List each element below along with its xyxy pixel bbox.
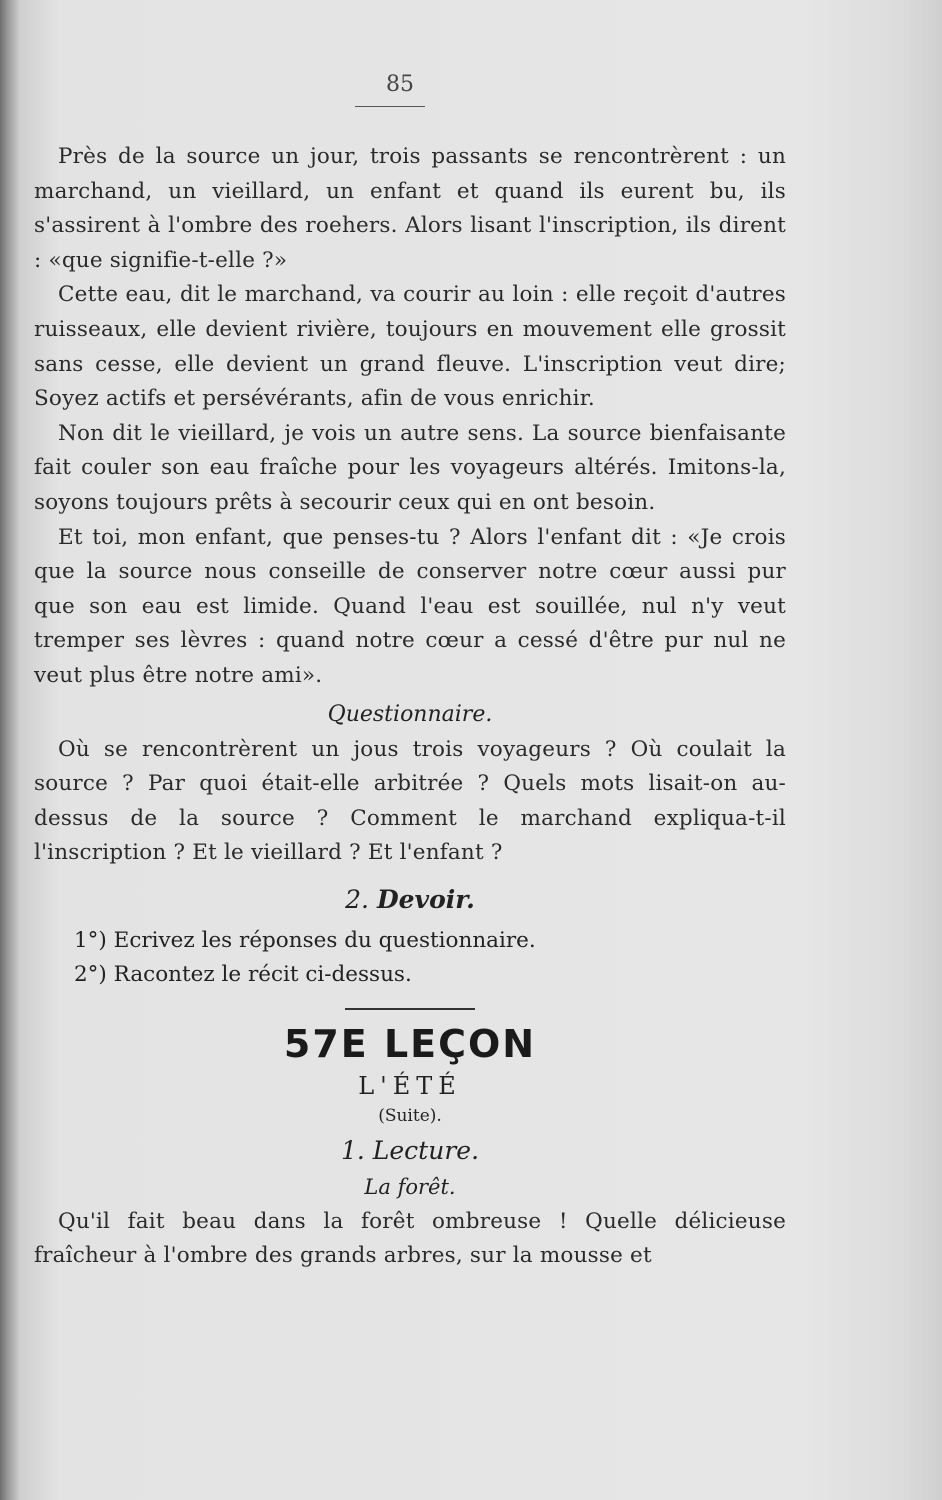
page-number-rule bbox=[355, 106, 425, 107]
lecture-heading bbox=[34, 1136, 786, 1165]
story-paragraph-4: Et toi, mon enfant, que penses-tu ? Alors l'enfant dit : «Je crois que la source nous conseille de conserver notre cœur aussi pur que son eau est limide. Quand l'eau est souillée, nul n'y veut tremper ses lèvres : quand notre cœur a cessé d'être pur nul ne veut plus être notre ami». bbox=[34, 524, 786, 688]
devoir-title: Devoir. bbox=[376, 884, 475, 914]
story-block bbox=[34, 140, 786, 1274]
lesson-suite: (Suite). bbox=[378, 1105, 442, 1126]
section-divider bbox=[345, 1008, 475, 1010]
lecture-title: Lecture. bbox=[372, 1135, 480, 1165]
lesson-subtitle: L'ÉTÉ bbox=[358, 1071, 462, 1100]
lecture-number: 1. bbox=[340, 1135, 365, 1165]
lesson-title: 57E LEÇON bbox=[283, 1021, 537, 1066]
story-paragraph-1: Près de la source un jour, trois passants se rencontrèrent : un marchand, un vieillard, un enfant et quand ils eurent bu, ils s'assirent à l'ombre des roehers. Alors lisant l'inscription, ils dirent : «que signifie-t-elle ?» bbox=[34, 144, 786, 273]
devoir-number: 2. bbox=[345, 884, 370, 914]
devoir-heading bbox=[34, 885, 786, 914]
questionnaire-heading: Questionnaire. bbox=[327, 701, 493, 727]
reading-title: La forêt. bbox=[364, 1174, 456, 1199]
questionnaire-text: Où se rencontrèrent un jous trois voyageurs ? Où coulait la source ? Par quoi était-elle arbitrée ? Quels mots lisait-on au-dessus de la source ? Comment le marchand expliqua-t-il l'inscription ? Et le vieillard ? Et l'enfant ? bbox=[34, 736, 786, 866]
story-paragraph-3: Non dit le vieillard, je vois un autre sens. La source bienfaisante fait couler son eau fraîche pour les voyageurs altérés. Imitons-la, soyons toujours prêts à secourir ceux qui en ont besoin. bbox=[34, 420, 786, 515]
reading-text: Qu'il fait beau dans la forêt ombreuse ! Quelle délicieuse fraîcheur à l'ombre des grands arbres, sur la mousse et bbox=[34, 1208, 786, 1269]
page-number: 85 bbox=[386, 72, 414, 97]
story-paragraph-2: Cette eau, dit le marchand, va courir au loin : elle reçoit d'autres ruisseaux, elle devient rivière, toujours en mouvement elle grossit sans cesse, elle devient un grand fleuve. L'inscription veut dire; Soyez actifs et persévérants, afin de vous enrichir. bbox=[34, 282, 786, 412]
devoir-item-1: 1°) Ecrivez les réponses du questionnaire. bbox=[74, 927, 536, 953]
devoir-item-2: 2°) Racontez le récit ci-dessus. bbox=[74, 961, 412, 987]
